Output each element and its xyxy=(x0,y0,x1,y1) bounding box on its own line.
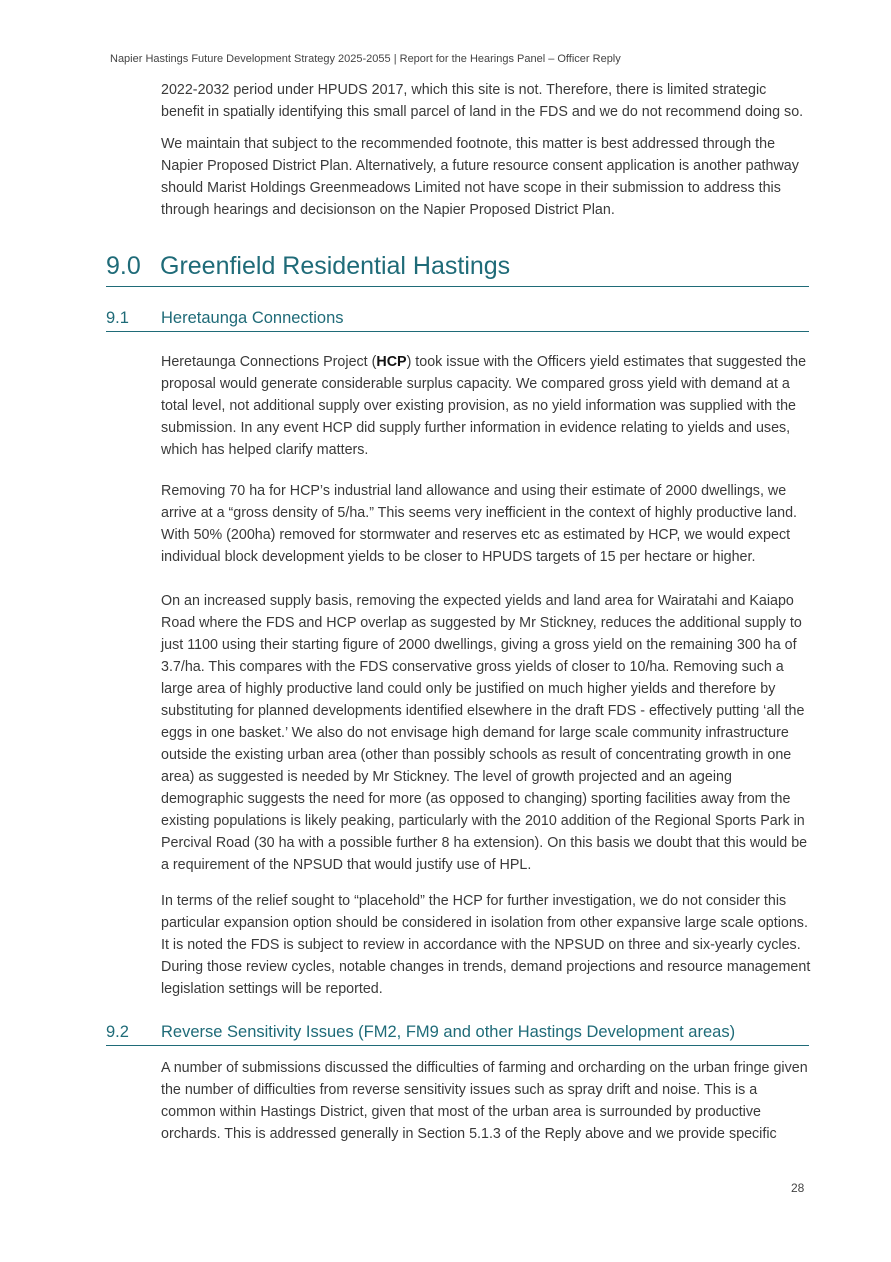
hcp-paragraph-4: In terms of the relief sought to “placehold” the HCP for further investigation, we do not consider this particular expansion option should be considered in isolation from other expansive large scale options. It is noted the FDS is subject to review in accordance with the NPSUD on three and six-yearly cycles. During those review cycles, notable changes in trends, demand projections and resource management legislation settings will be reported. xyxy=(161,893,811,997)
reverse-sensitivity-paragraph-1: A number of submissions discussed the difficulties of farming and orcharding on the urban fringe given the number of difficulties from reverse sensitivity issues such as spray drift and noise. This is a common within Hastings District, given that most of the urban area is surrounded by productive orchards. This is addressed generally in Section 5.1.3 of the Reply above and we provide specific xyxy=(161,1060,808,1142)
subsection-title: Heretaunga Connections xyxy=(161,309,344,327)
hcp-paragraph-1: Heretaunga Connections Project (HCP) took issue with the Officers yield estimates that suggested the proposal would generate considerable surplus capacity. We compared gross yield with demand at a total level, not additional supply over existing provision, as no yield information was supplied with the submission. In any event HCP did supply further information in evidence relating to yields and uses, which has helped clarify matters. xyxy=(161,354,807,458)
hcp-paragraph-3: On an increased supply basis, removing the expected yields and land area for Wairatahi and Kaiapo Road where the FDS and HCP overlap as suggested by Mr Stickney, reduces the additional supply to just 1100 using their starting figure of 2000 dwellings, giving a gross yield on the remaining 300 ha of 3.7/ha. This compares with the FDS conservative gross yields of closer to 10/ha. Removing such a large area of highly productive land could only be justified on much higher yields and therefore by substituting for planned developments identified elsewhere in the draft FDS - effectively putting ‘all the eggs in one basket.’ We also do not envisage high demand for large scale community infrastructure outside the existing urban area (other than possibly schools as result of concentrating growth in one area) as suggested is needed by Mr Stickney. The level of growth projected and an ageing demographic suggests the need for more (as opposed to changing) sporting facilities away from the existing populations is likely peaking, particularly with the 2010 addition of the Regional Sports Park in Percival Road (30 ha with a possible further 8 ha extension). On this basis we doubt that this would be a requirement of the NPSUD that would justify use of HPL. xyxy=(161,593,808,873)
subsection-title: Reverse Sensitivity Issues (FM2, FM9 and other Hastings Development areas) xyxy=(161,1023,736,1041)
running-header: Napier Hastings Future Development Strategy 2025-2055 | Report for the Hearings Panel – Officer Reply xyxy=(110,53,621,65)
subsection-number: 9.1 xyxy=(106,309,129,327)
section-number: 9.0 xyxy=(106,252,141,280)
subsection-heading-9-1 xyxy=(106,307,809,332)
intro-paragraph-1: 2022-2032 period under HPUDS 2017, which this site is not. Therefore, there is limited strategic benefit in spatially identifying this small parcel of land in the FDS and we do not recommend doing so. xyxy=(161,82,804,120)
subsection-number: 9.2 xyxy=(106,1023,129,1041)
section-title: Greenfield Residential Hastings xyxy=(160,252,511,280)
hcp-abbreviation: HCP xyxy=(376,354,407,370)
section-heading-9 xyxy=(106,248,809,287)
intro-paragraph-2: We maintain that subject to the recommended footnote, this matter is best addressed through the Napier Proposed District Plan. Alternatively, a future resource consent application is another pathway should Marist Holdings Greenmeadows Limited not have scope in their submission to address this through hearings and decisionson on the Napier Proposed District Plan. xyxy=(161,136,799,218)
page-number: 28 xyxy=(791,1181,805,1195)
subsection-heading-9-2 xyxy=(106,1021,809,1046)
hcp-paragraph-2: Removing 70 ha for HCP’s industrial land allowance and using their estimate of 2000 dwellings, we arrive at a “gross density of 5/ha.” This seems very inefficient in the context of highly productive land. With 50% (200ha) removed for stormwater and reserves etc as estimated by HCP, we would expect individual block development yields to be closer to HPUDS targets of 15 per hectare or higher. xyxy=(161,483,798,565)
